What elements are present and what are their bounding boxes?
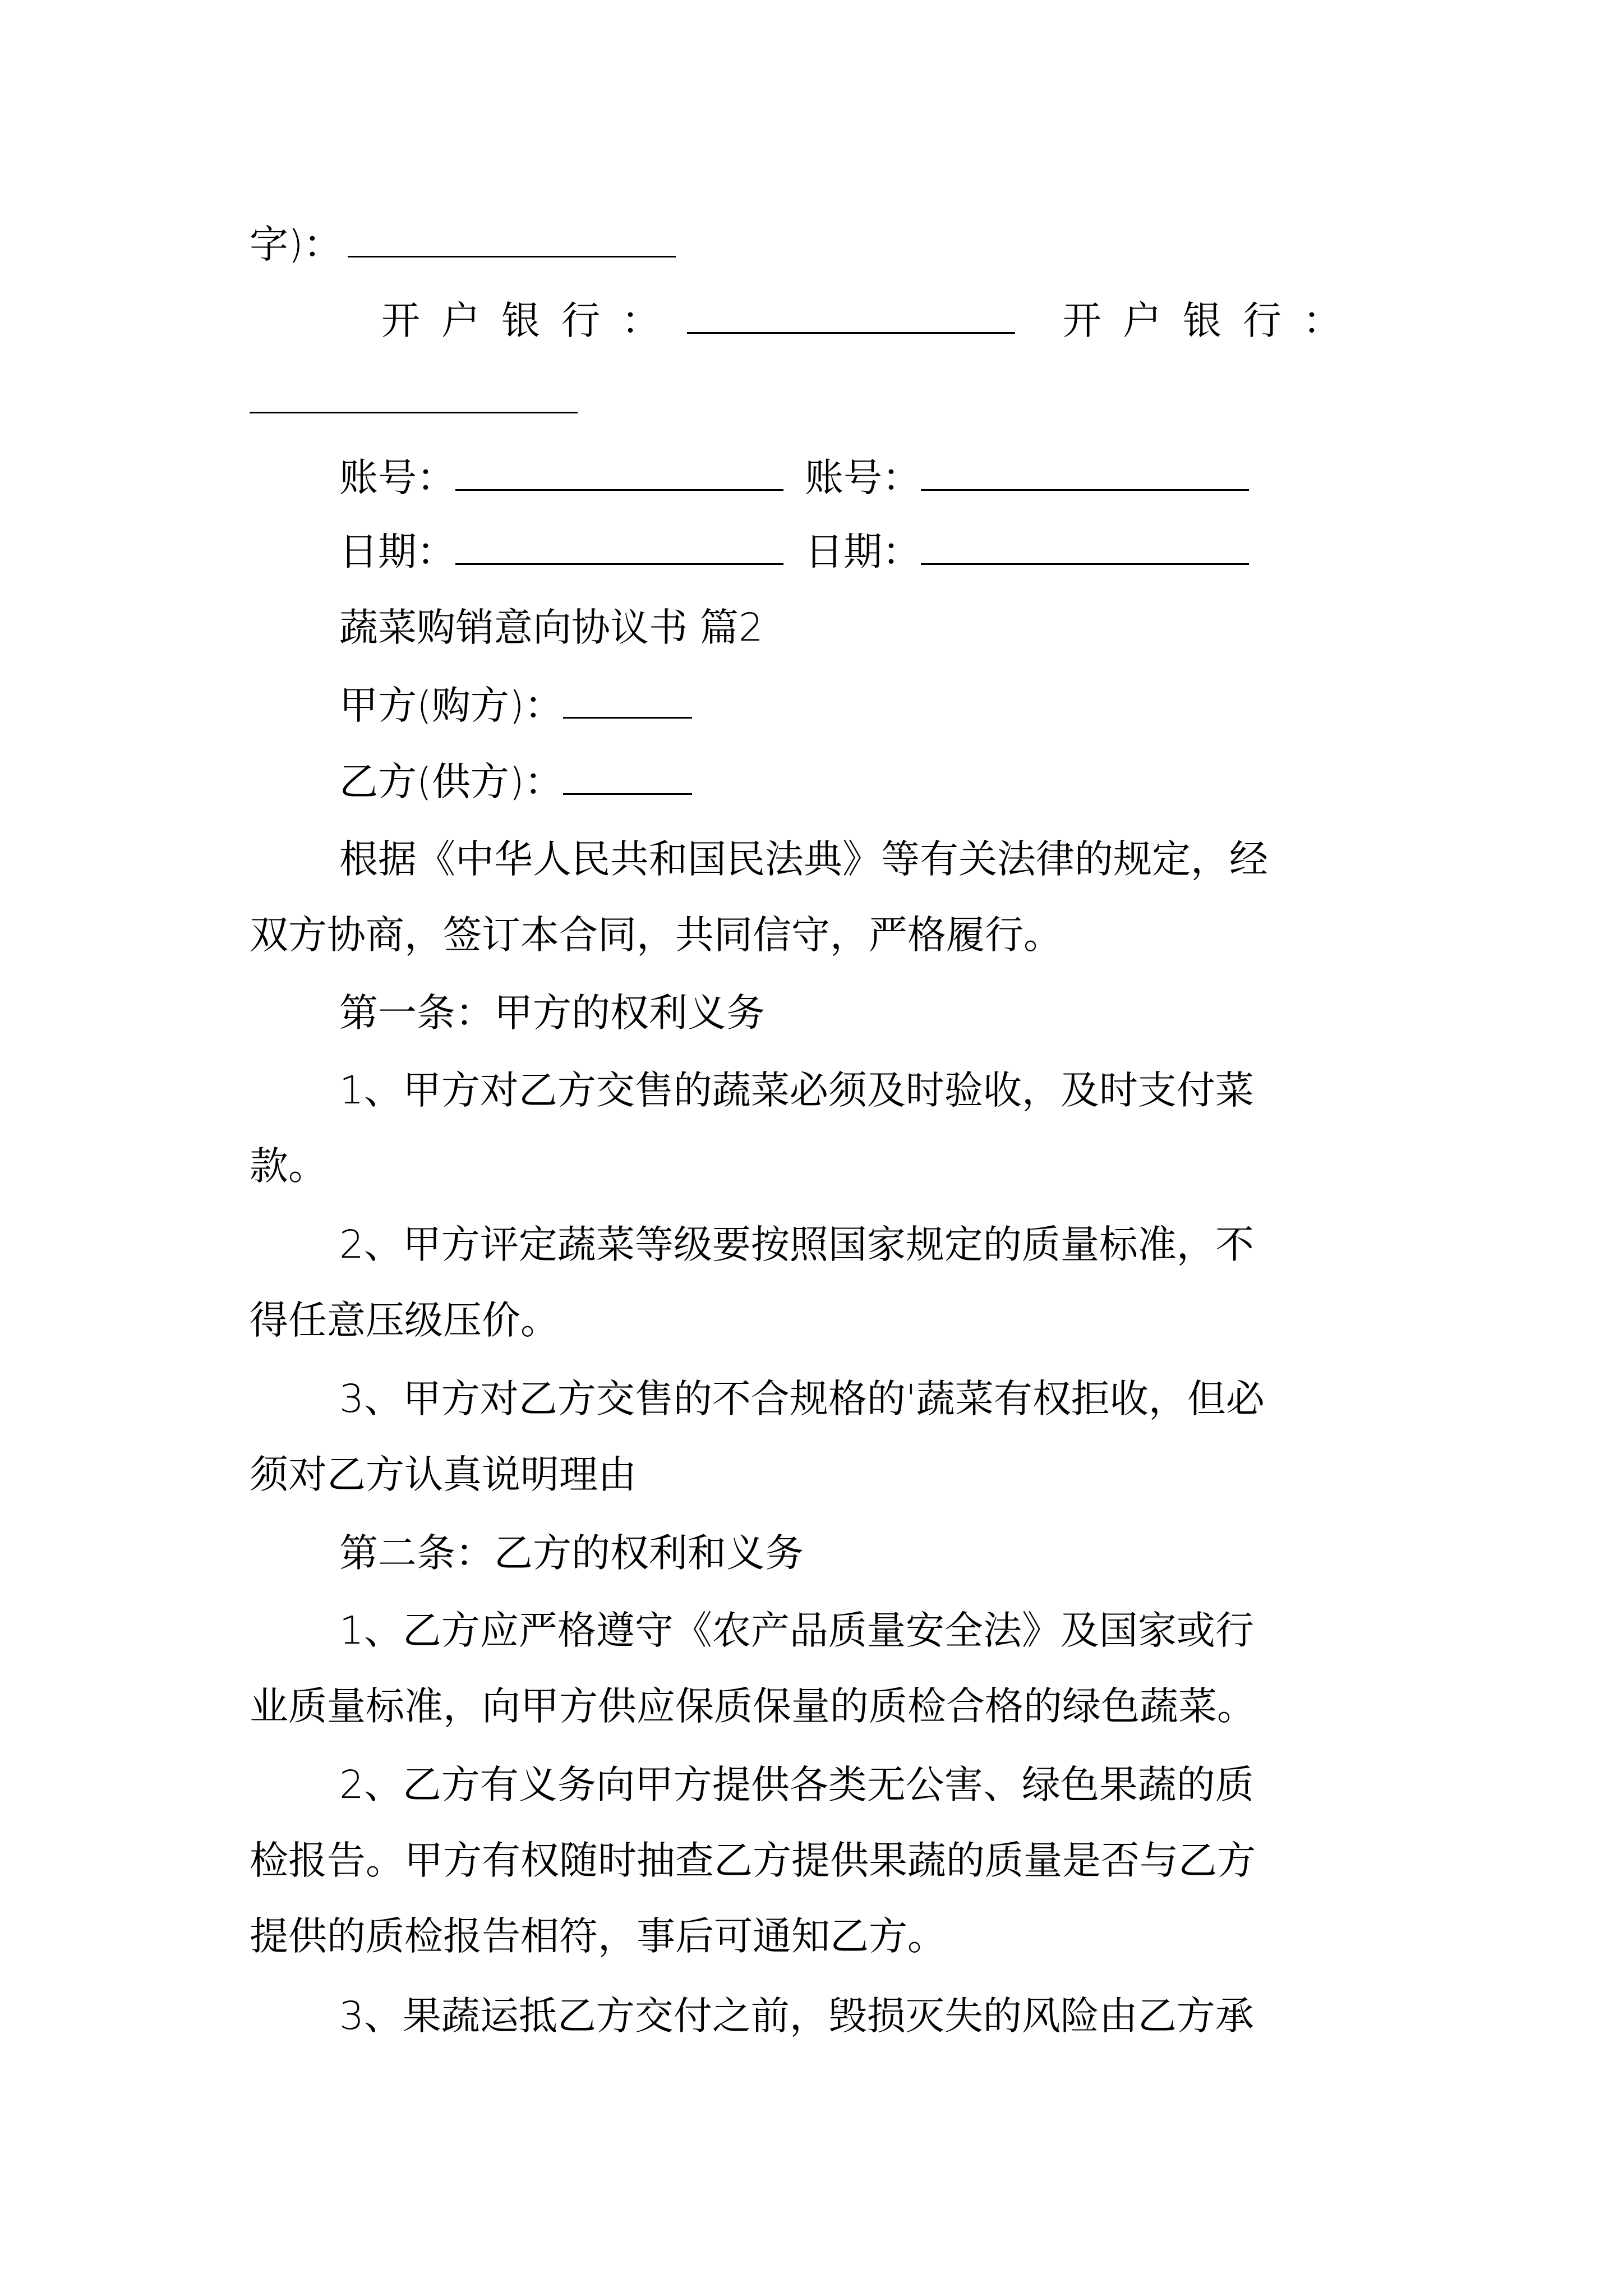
date-blank-b[interactable] [921,563,1249,565]
bank-label-b: 开户银行： [1063,298,1363,343]
signature-blank[interactable] [348,256,676,257]
intro-line-1: 根据《中华人民共和国民法典》等有关法律的规定，经 [339,837,1268,882]
article-1-para-3-line-2: 须对乙方认真说明理由 [250,1452,637,1497]
sign-tail-text: 字)： [250,222,342,267]
article-1-para-3-line-1: 3、甲方对乙方交售的不合规格的'蔬菜有权拒收，但必 [339,1377,1265,1421]
article-2-para-2-line-1: 2、乙方有义务向甲方提供各类无公害、绿色果蔬的质 [339,1763,1254,1807]
party-a-row [339,683,692,728]
party-a-blank[interactable] [563,717,692,719]
article-2-para-3-line-1: 3、果蔬运抵乙方交付之前，毁损灭失的风险由乙方承 [339,1994,1254,2039]
article-2-title: 第二条：乙方的权利和义务 [339,1531,804,1576]
article-1-para-2-line-1: 2、甲方评定蔬菜等级要按照国家规定的质量标准，不 [339,1222,1254,1267]
bank-row [381,298,1363,343]
date-label-a: 日期： [339,530,455,574]
bank-blank-a[interactable] [687,332,1015,334]
article-2-para-2-line-2: 检报告。甲方有权随时抽查乙方提供果蔬的质量是否与乙方 [250,1838,1256,1883]
party-b-blank[interactable] [563,793,692,795]
article-1-para-2-line-2: 得任意压级压价。 [250,1298,559,1343]
article-1-title: 第一条：甲方的权利义务 [339,991,765,1036]
article-2-para-1-line-1: 1、乙方应严格遵守《农产品质量安全法》及国家或行 [339,1608,1254,1653]
article-2-para-2-line-3: 提供的质检报告相符，事后可通知乙方。 [250,1914,946,1959]
intro-line-2: 双方协商，签订本合同，共同信守，严格履行。 [250,913,1062,958]
bank-row-wrap [250,381,578,420]
bank-blank-b[interactable] [250,412,578,413]
account-label-a: 账号： [339,455,455,500]
article-2-para-1-line-2: 业质量标准，向甲方供应保质保量的质检合格的绿色蔬菜。 [250,1684,1256,1729]
account-blank-a[interactable] [455,489,783,491]
date-row [339,530,1249,574]
date-label-b: 日期： [805,530,921,574]
bank-label-a: 开户银行： [381,298,681,343]
party-b-label: 乙方(供方)： [339,760,563,804]
account-label-b: 账号： [805,455,921,500]
signature-line-tail [250,222,676,267]
article-1-para-1-line-1: 1、甲方对乙方交售的蔬菜必须及时验收，及时支付菜 [339,1068,1254,1113]
party-b-row [339,760,692,804]
date-blank-a[interactable] [455,563,783,565]
account-row [339,455,1249,500]
article-1-para-1-line-2: 款。 [250,1144,327,1189]
party-a-label: 甲方(购方)： [339,683,563,728]
section-title: 蔬菜购销意向协议书 篇2 [339,605,763,650]
account-blank-b[interactable] [921,489,1249,491]
